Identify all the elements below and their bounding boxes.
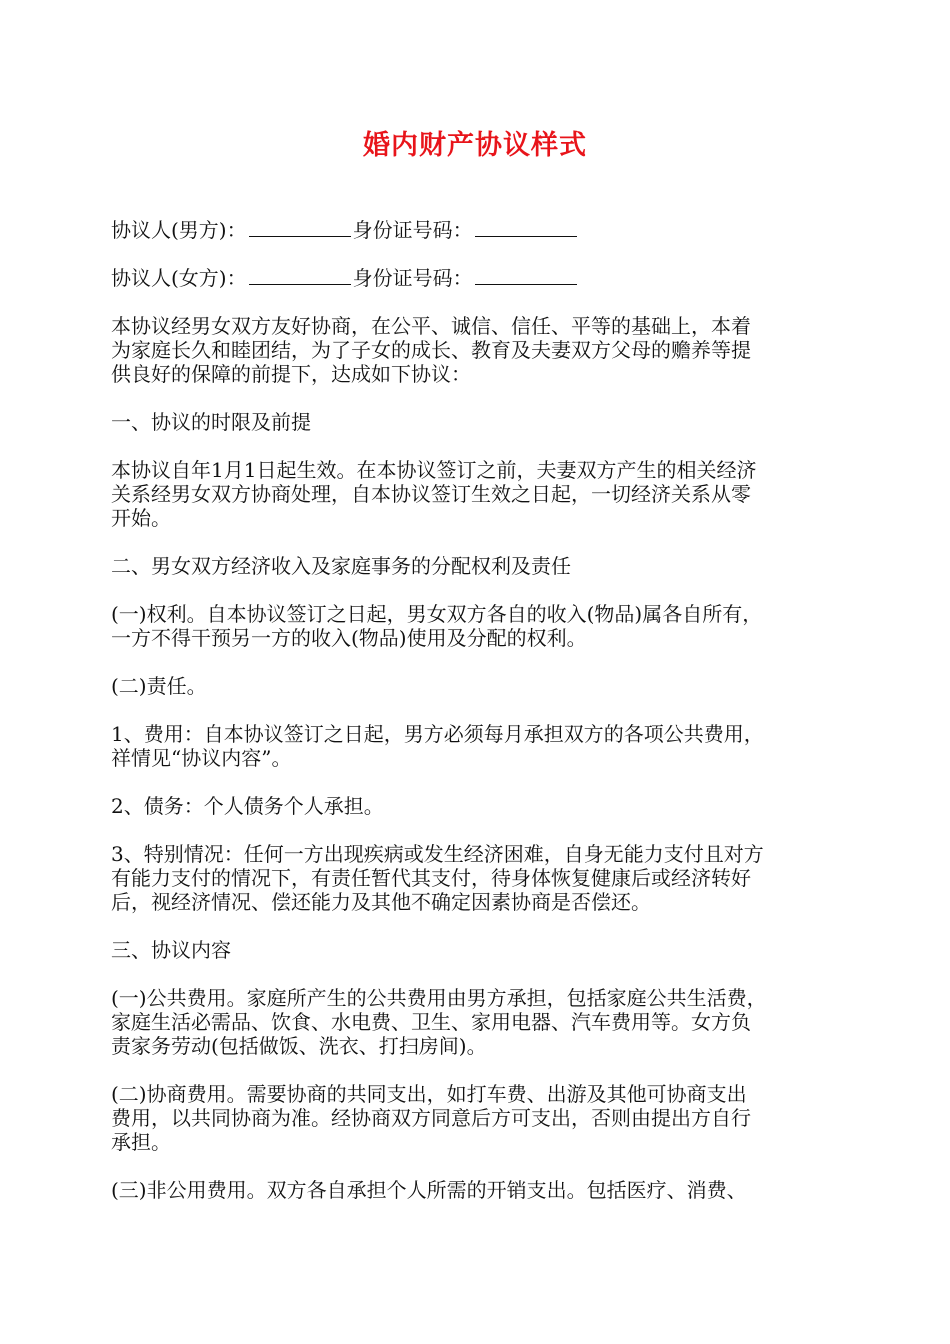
paragraph-line: (一)权利。自本协议签订之日起，男女双方各自的收入(物品)属各自所有， xyxy=(111,602,763,626)
paragraph-line: 开始。 xyxy=(111,506,171,530)
paragraph xyxy=(111,554,851,578)
paragraph-line: (三)非公用费用。双方各自承担个人所需的开销支出。包括医疗、消费、 xyxy=(111,1178,747,1202)
id-blank xyxy=(475,218,577,237)
paragraph xyxy=(111,674,851,698)
paragraph-line: 关系经男女双方协商处理，自本协议签订生效之日起，一切经济关系从零 xyxy=(111,482,751,506)
paragraph xyxy=(111,458,851,530)
paragraph-list xyxy=(111,314,851,1202)
paragraph-line: 1、费用：自本协议签订之日起，男方必须每月承担双方的各项公共费用， xyxy=(111,722,764,746)
paragraph-line: 一方不得干预另一方的收入(物品)使用及分配的权利。 xyxy=(111,626,587,650)
paragraph-line: 责家务劳动(包括做饭、洗衣、打扫房间)。 xyxy=(111,1034,487,1058)
paragraph-line: 本协议经男女双方友好协商，在公平、诚信、信任、平等的基础上，本着 xyxy=(111,314,751,338)
paragraph-line: 2、债务：个人债务个人承担。 xyxy=(111,794,384,818)
paragraph-line: 三、协议内容 xyxy=(111,938,231,962)
paragraph-line: (二)责任。 xyxy=(111,674,207,698)
paragraph-line: 为家庭长久和睦团结，为了子女的成长、教育及夫妻双方父母的赡养等提 xyxy=(111,338,751,362)
paragraph xyxy=(111,1082,851,1154)
paragraph xyxy=(111,842,851,914)
paragraph xyxy=(111,602,851,650)
paragraph-line: 本协议自年1月1日起生效。在本协议签订之前，夫妻双方产生的相关经济 xyxy=(111,458,757,482)
name-blank xyxy=(249,266,351,285)
paragraph xyxy=(111,938,851,962)
document-body xyxy=(111,218,851,1226)
paragraph-line: 费用，以共同协商为准。经协商双方同意后方可支出，否则由提出方自行 xyxy=(111,1106,751,1130)
id-label: 身份证号码： xyxy=(352,266,473,290)
name-blank xyxy=(249,218,351,237)
party-female-label: 协议人(女方)： xyxy=(111,266,247,290)
document-title: 婚内财产协议样式 xyxy=(363,130,587,161)
paragraph xyxy=(111,722,851,770)
paragraph-line: 家庭生活必需品、饮食、水电费、卫生、家用电器、汽车费用等。女方负 xyxy=(111,1010,751,1034)
paragraph xyxy=(111,986,851,1058)
paragraph-line: (一)公共费用。家庭所产生的公共费用由男方承担，包括家庭公共生活费， xyxy=(111,986,767,1010)
party-female-line xyxy=(111,266,851,290)
paragraph xyxy=(111,1178,851,1202)
paragraph-line: 祥情见“协议内容”。 xyxy=(111,746,292,770)
paragraph xyxy=(111,314,851,386)
paragraph-line: 供良好的保障的前提下，达成如下协议： xyxy=(111,362,471,386)
id-label: 身份证号码： xyxy=(352,218,473,242)
id-blank xyxy=(475,266,577,285)
party-male-label: 协议人(男方)： xyxy=(111,218,247,242)
paragraph-line: 有能力支付的情况下，有责任暂代其支付，待身体恢复健康后或经济转好 xyxy=(111,866,751,890)
paragraph-line: 承担。 xyxy=(111,1130,171,1154)
paragraph-line: (二)协商费用。需要协商的共同支出，如打车费、出游及其他可协商支出 xyxy=(111,1082,747,1106)
paragraph-line: 3、特别情况：任何一方出现疾病或发生经济困难，自身无能力支付且对方 xyxy=(111,842,764,866)
paragraph xyxy=(111,410,851,434)
paragraph-line: 二、男女双方经济收入及家庭事务的分配权利及责任 xyxy=(111,554,571,578)
paragraph-line: 一、协议的时限及前提 xyxy=(111,410,311,434)
paragraph-line: 后，视经济情况、偿还能力及其他不确定因素协商是否偿还。 xyxy=(111,890,651,914)
paragraph xyxy=(111,794,851,818)
party-male-line xyxy=(111,218,851,242)
